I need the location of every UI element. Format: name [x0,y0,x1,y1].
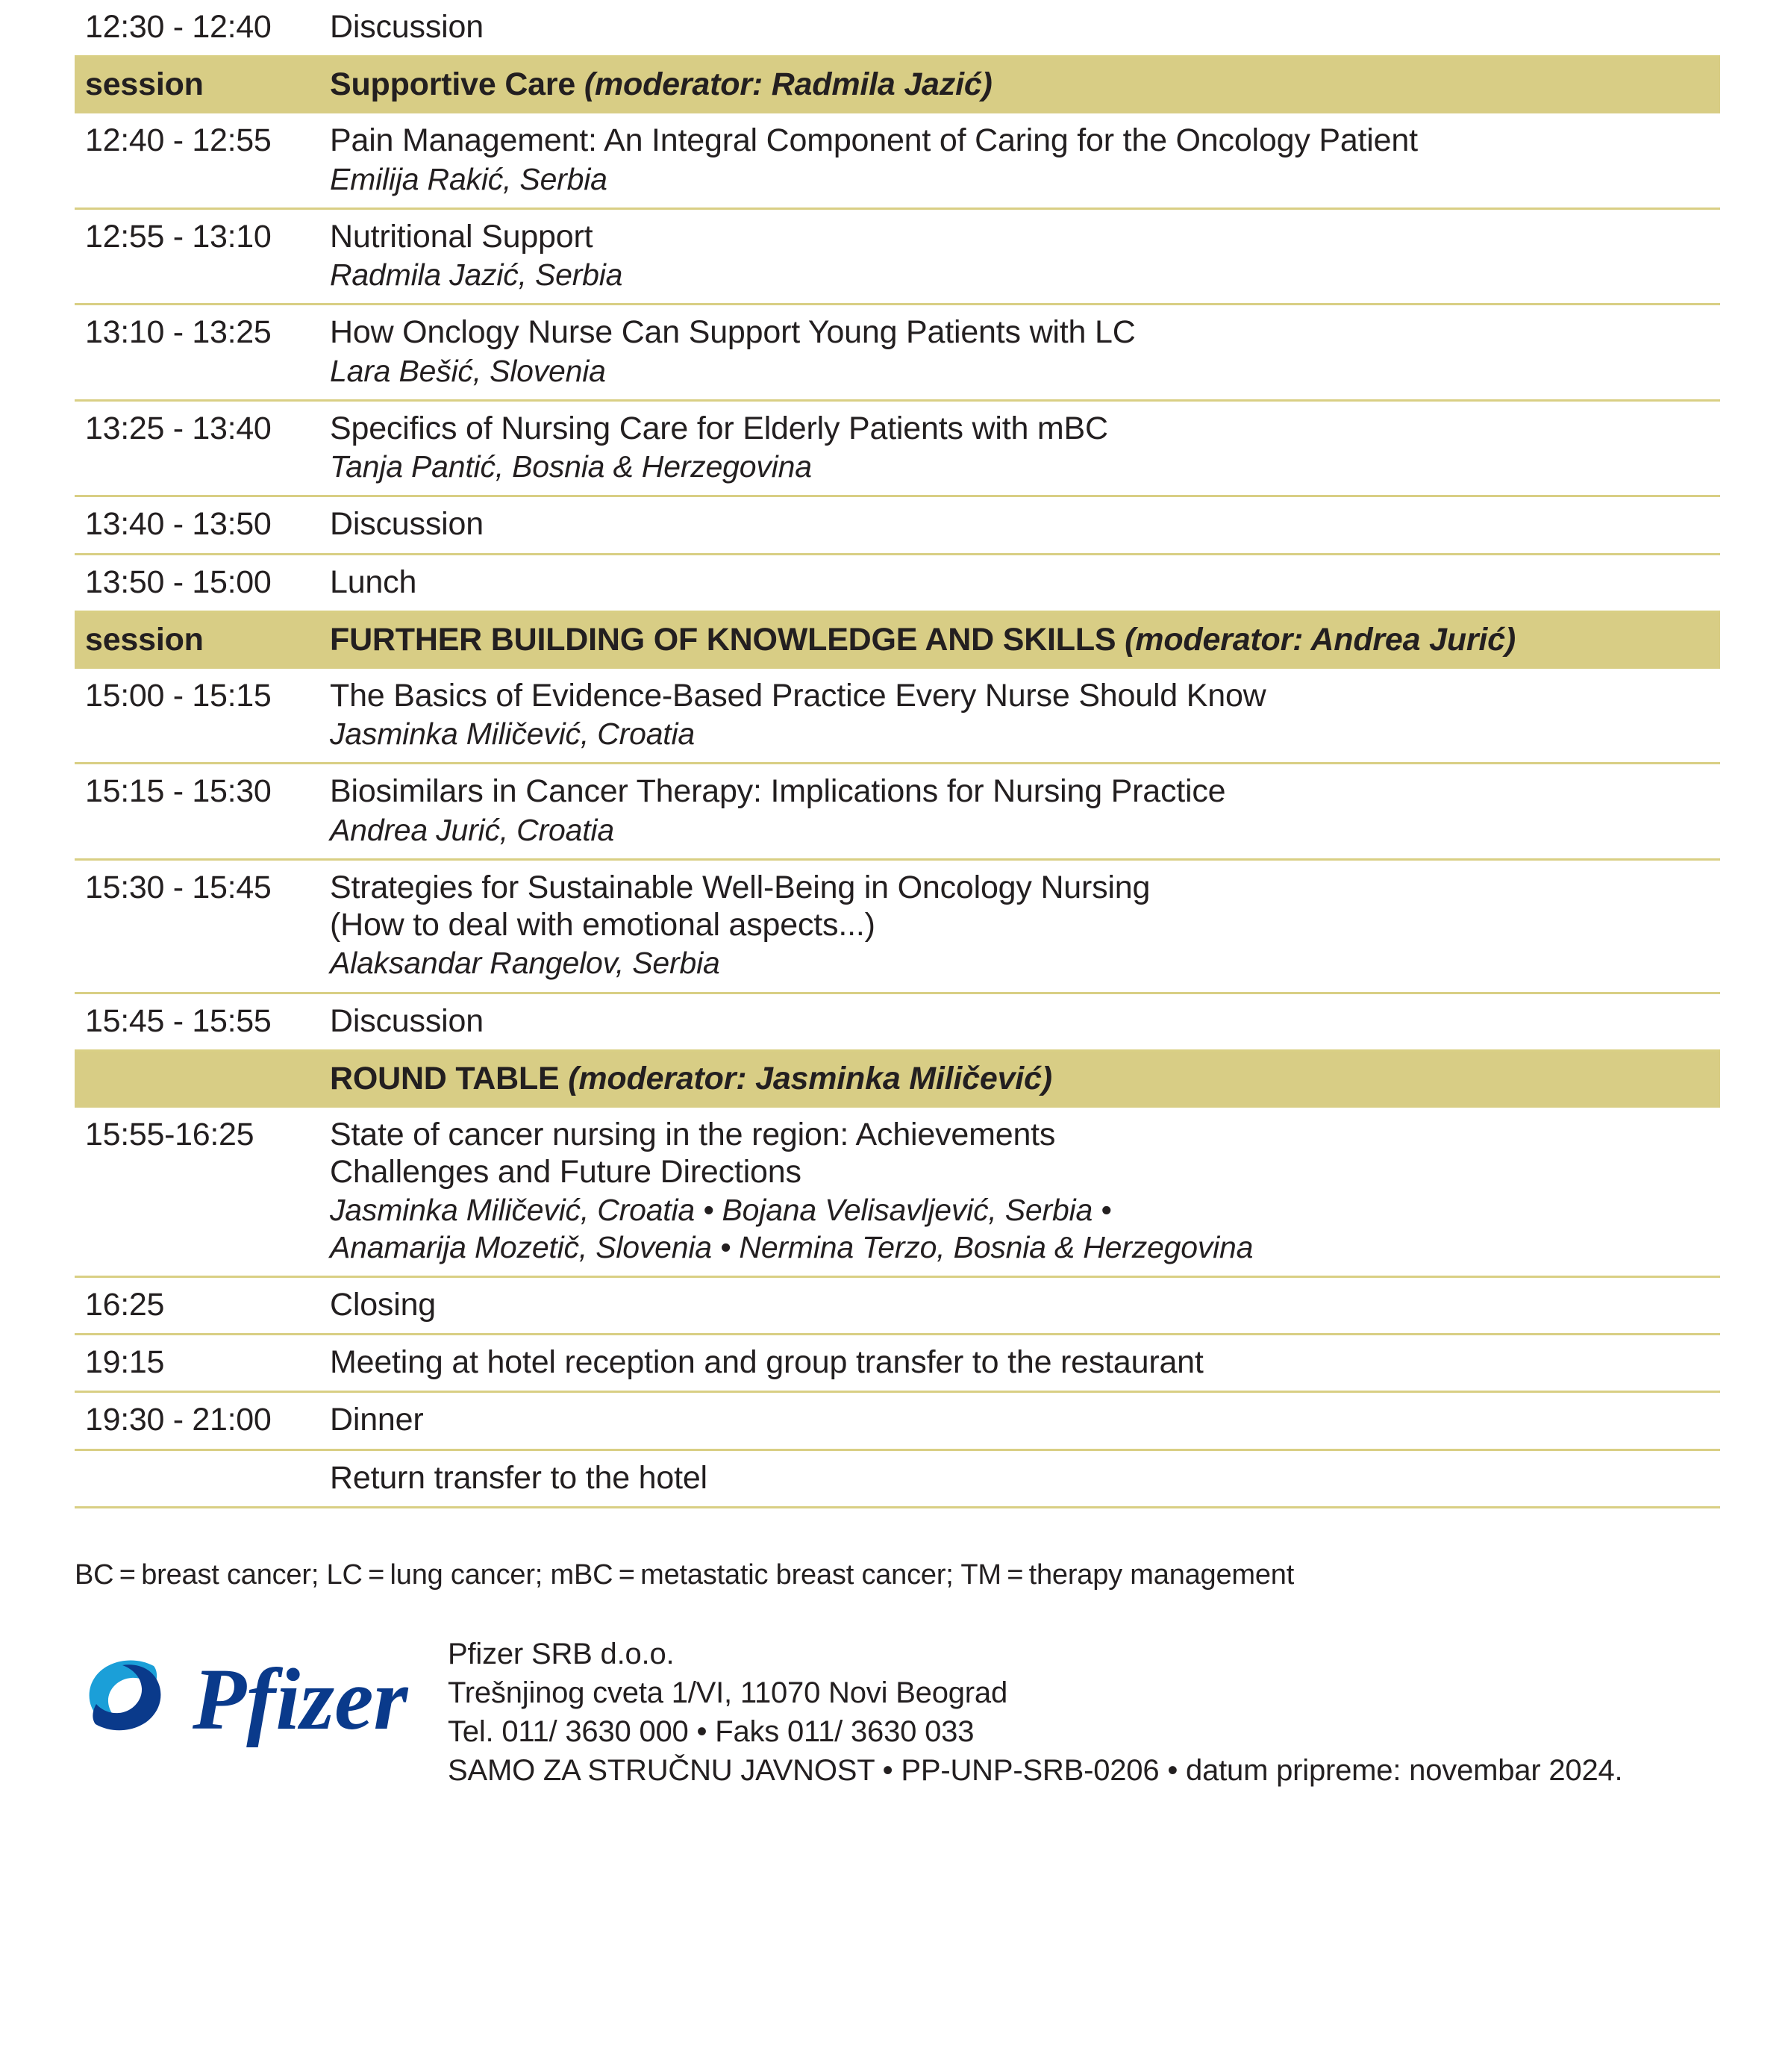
agenda-speaker: Radmila Jazić, Serbia [330,258,623,293]
agenda-time: 12:40 - 12:55 [85,122,272,159]
agenda-time: 19:15 [85,1344,165,1381]
session-title-cell [321,1050,1720,1108]
agenda-time-cell [75,305,321,400]
agenda-title: Dinner [330,1402,424,1438]
agenda-time-cell [75,1108,321,1276]
agenda-speaker: Lara Bešić, Slovenia [330,353,606,388]
session-label-cell [75,57,321,114]
agenda-title: Biosimilars in Cancer Therapy: Implications for Nursing Practice [330,773,1226,810]
agenda-time-cell [75,859,321,993]
agenda-time: 16:25 [85,1286,165,1323]
agenda-time-cell [75,208,321,304]
agenda-speaker: Andrea Jurić, Croatia [330,812,614,847]
agenda-row [75,208,1720,304]
session-header-row [75,57,1720,114]
agenda-title: The Basics of Evidence-Based Practice Every Nurse Should Know [330,677,1266,714]
session-title [321,622,1720,658]
agenda-speaker: Jasminka Miličević, Croatia [330,717,696,752]
agenda-content-cell [321,993,1720,1050]
agenda-time: 13:25 - 13:40 [85,410,272,446]
agenda-time: 13:50 - 15:00 [85,564,272,600]
agenda-title: Discussion [330,506,484,543]
footer-legal: SAMO ZA STRUČNU JAVNOST • PP-UNP-SRB-0206 • datum pripreme: novembar 2024. [448,1754,1623,1788]
session-moderator: (moderator: Radmila Jazić) [584,66,993,103]
agenda-content-cell [321,496,1720,554]
agenda-speaker: Alaksandar Rangelov, Serbia [330,946,720,981]
agenda-row [75,400,1720,496]
agenda-row [75,496,1720,554]
agenda-content-cell [321,1392,1720,1450]
agenda-content-cell [321,208,1720,304]
session-title-text: ROUND TABLE [330,1060,569,1096]
agenda-time-cell [75,1276,321,1334]
footer-company: Pfizer SRB d.o.o. [448,1638,675,1671]
agenda-row [75,669,1720,764]
agenda-content-cell [321,400,1720,496]
agenda-content-cell [321,0,1720,57]
agenda-row [75,1276,1720,1334]
agenda-row [75,113,1720,208]
agenda-table [75,0,1720,1508]
abbreviations-footnote: BC = breast cancer; LC = lung cancer; mBC = metastatic breast cancer; TM = therapy management [75,1559,1295,1591]
agenda-time-cell [75,764,321,859]
agenda-title: How Onclogy Nurse Can Support Young Patients with LC [330,314,1136,351]
session-label-cell [75,611,321,669]
agenda-title: Specifics of Nursing Care for Elderly Patients with mBC [330,410,1108,446]
agenda-time-cell [75,1335,321,1392]
agenda-time: 15:30 - 15:45 [85,869,272,905]
agenda-row [75,993,1720,1050]
agenda-title: Pain Management: An Integral Component of Caring for the Oncology Patient [330,122,1418,159]
agenda-speaker: Emilija Rakić, Serbia [330,161,607,196]
agenda-title: Closing [330,1286,437,1323]
agenda-content-cell [321,1450,1720,1507]
agenda-row [75,554,1720,611]
session-title-text: Supportive Care [330,66,584,103]
agenda-row [75,764,1720,859]
agenda-time-cell [75,400,321,496]
agenda-title: Discussion [330,1002,484,1039]
agenda-row [75,1450,1720,1507]
agenda-title: Lunch [330,564,417,600]
agenda-title: Discussion [330,9,484,45]
agenda-row [75,1392,1720,1450]
agenda-row [75,0,1720,57]
agenda-time: 12:55 - 13:10 [85,218,272,255]
agenda-content-cell [321,1108,1720,1276]
agenda-content-cell [321,764,1720,859]
agenda-title: Meeting at hotel reception and group transfer to the restaurant [330,1344,1204,1381]
agenda-time-cell [75,0,321,57]
footer-address: Trešnjinog cveta 1/VI, 11070 Novi Beograd [448,1676,1008,1710]
agenda-time-cell [75,554,321,611]
agenda-content-cell [321,113,1720,208]
session-header-row [75,1050,1720,1108]
agenda-row [75,859,1720,993]
footer-address-block [448,1630,1622,1790]
agenda-title: State of cancer nursing in the region: Achievements Challenges and Future Directions [330,1116,1056,1191]
agenda-time: 15:15 - 15:30 [85,773,272,810]
agenda-content-cell [321,669,1720,764]
session-title-cell [321,57,1720,114]
svg-text:Pfizer: Pfizer [193,1650,408,1749]
agenda-content-cell [321,1276,1720,1334]
agenda-time: 12:30 - 12:40 [85,9,272,45]
agenda-time: 13:10 - 13:25 [85,314,272,351]
session-title-text: FURTHER BUILDING OF KNOWLEDGE AND SKILLS [330,621,1125,658]
session-label-cell [75,1050,321,1108]
agenda-speaker: Tanja Pantić, Bosnia & Herzegovina [330,449,812,484]
agenda-title: Return transfer to the hotel [330,1459,707,1496]
session-label: session [85,621,204,658]
agenda-time-cell [75,496,321,554]
session-label: session [85,66,204,103]
agenda-time: 19:30 - 21:00 [85,1402,272,1438]
agenda-content-cell [321,305,1720,400]
agenda-time-cell [75,669,321,764]
agenda-time-cell [75,113,321,208]
agenda-row [75,305,1720,400]
agenda-time: 15:00 - 15:15 [85,677,272,714]
agenda-title: Nutritional Support [330,218,593,255]
agenda-content-cell [321,859,1720,993]
session-header-row [75,611,1720,669]
session-title [321,1061,1720,1097]
agenda-content-cell [321,1335,1720,1392]
pfizer-logo [75,1630,448,1753]
agenda-content-cell [321,554,1720,611]
agenda-table-body [75,0,1720,1508]
session-moderator: (moderator: Jasminka Miličević) [568,1060,1052,1096]
page-footer [75,1630,1720,1790]
footer-phone: Tel. 011/ 3630 000 • Faks 011/ 3630 033 [448,1715,975,1749]
session-title [321,66,1720,103]
agenda-speaker: Jasminka Miličević, Croatia • Bojana Velisavljević, Serbia • Anamarija Mozetič, Slovenia • Nermina Terzo, Bosnia & Herzegovina [330,1193,1254,1264]
agenda-title: Strategies for Sustainable Well-Being in Oncology Nursing (How to deal with emotional aspects...) [330,869,1151,943]
agenda-time-cell [75,1392,321,1450]
agenda-time: 15:55-16:25 [85,1116,254,1152]
agenda-row [75,1108,1720,1276]
agenda-row [75,1335,1720,1392]
session-moderator: (moderator: Andrea Jurić) [1125,621,1516,658]
agenda-time-cell [75,1450,321,1507]
agenda-time: 15:45 - 15:55 [85,1002,272,1039]
agenda-time: 13:40 - 13:50 [85,506,272,543]
session-title-cell [321,611,1720,669]
agenda-time-cell [75,993,321,1050]
